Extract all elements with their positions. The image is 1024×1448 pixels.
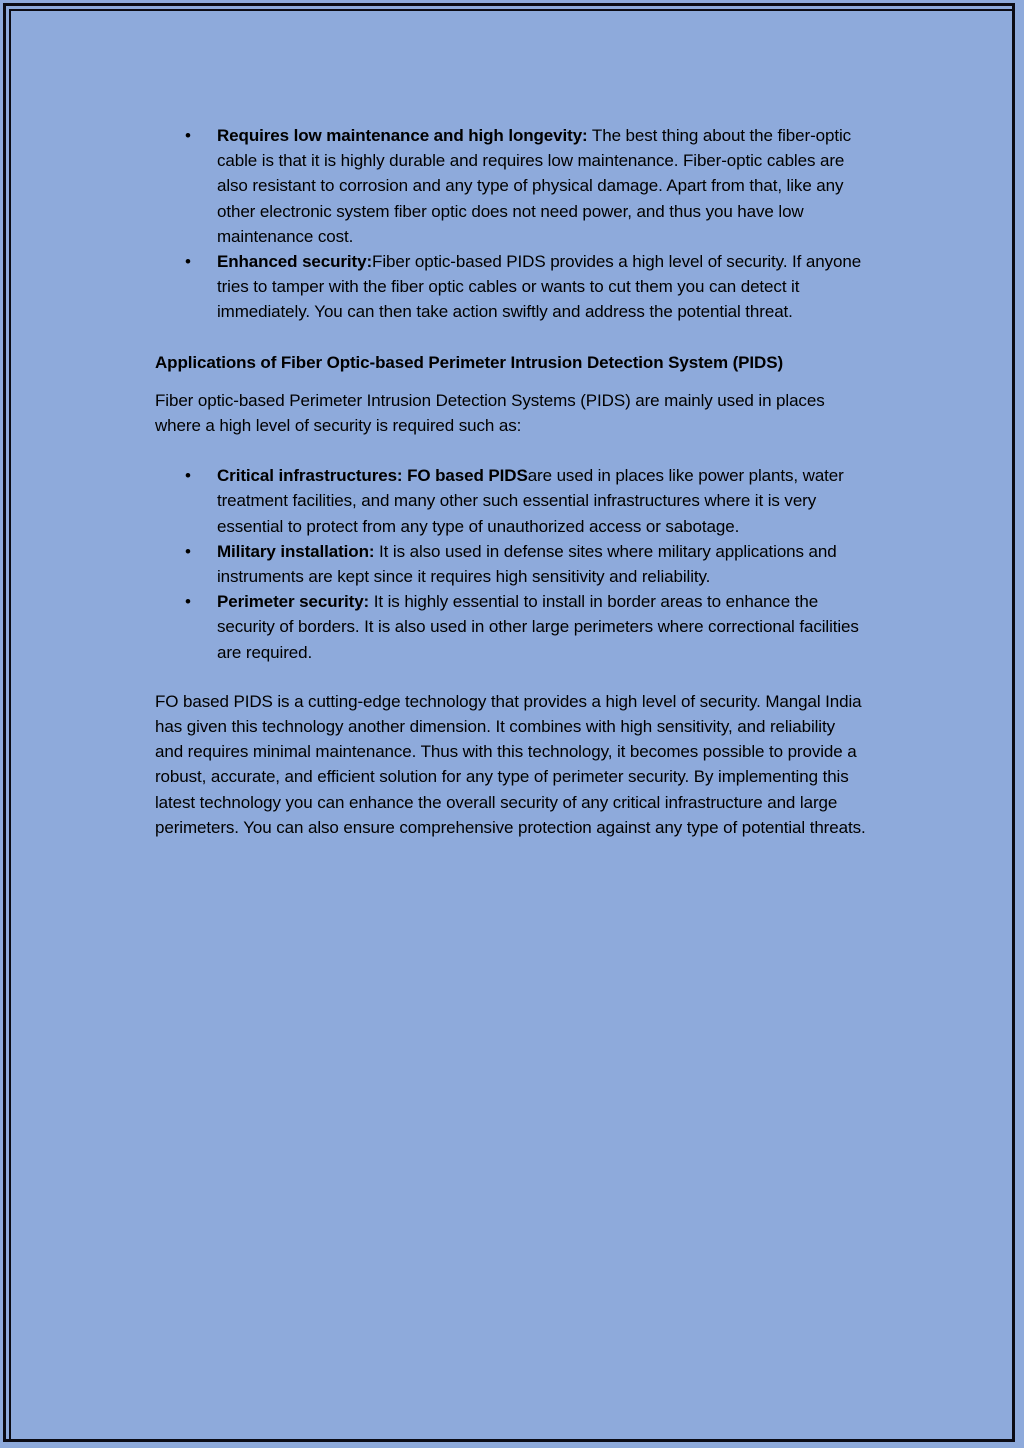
list-item-text: It is also used in defense sites where military applications and instruments are kept since it requires high sensitivity and reliability. xyxy=(217,541,837,587)
intro-paragraph: Fiber optic-based Perimeter Intrusion Detection Systems (PIDS) are mainly used in places where a high level of security is required such as: xyxy=(155,390,825,436)
list-item xyxy=(155,249,867,325)
list-item-text: Fiber optic-based PIDS provides a high level of security. If anyone tries to tamper with the fiber optic cables or wants to cut them you can detect it immediately. You can then take action swiftly and address the potential threat. xyxy=(217,252,862,322)
document-body xyxy=(155,123,867,840)
list-item-text: are used in places like power plants, water treatment facilities, and many other such essential infrastructures where it is very essential to protect from any type of unauthorized access or sabotage. xyxy=(217,466,844,536)
list-item xyxy=(155,463,867,539)
list-item-text: It is highly essential to install in border areas to enhance the security of borders. It is also used in other large perimeters where correctional facilities are required. xyxy=(217,592,859,662)
benefits-list xyxy=(155,123,867,325)
list-item-text: The best thing about the fiber-optic cable is that it is highly durable and requires low maintenance. Fiber-optic cables are also resistant to corrosion and any type of physical damage. Apart from that, like any other electronic system fiber optic does not need power, and thus you have low maintenance cost. xyxy=(217,126,852,246)
applications-list xyxy=(155,463,867,665)
list-item-title: Enhanced security: xyxy=(217,252,373,272)
list-item xyxy=(155,589,867,665)
list-item-title: Requires low maintenance and high longevity: xyxy=(217,126,588,145)
list-item-title: Perimeter security: xyxy=(217,592,370,612)
list-item-title: Critical infrastructures: FO based PIDS xyxy=(217,466,528,486)
list-item xyxy=(155,123,867,249)
list-item xyxy=(155,539,867,589)
section-heading: Applications of Fiber Optic-based Perimeter Intrusion Detection System (PIDS) xyxy=(155,352,784,372)
list-item-title: Military installation: xyxy=(217,541,375,561)
closing-paragraph: FO based PIDS is a cutting-edge technology that provides a high level of security. Mangal India has given this technology another dimension. It combines with high sensitivity, and reliability and requires minimal maintenance. Thus with this technology, it becomes possible to provide a robust, accurate, and efficient solution for any type of perimeter security. By implementing this latest technology you can enhance the overall security of any critical infrastructure and large perimeters. You can also ensure comprehensive protection against any type of potential threats. xyxy=(155,691,866,837)
